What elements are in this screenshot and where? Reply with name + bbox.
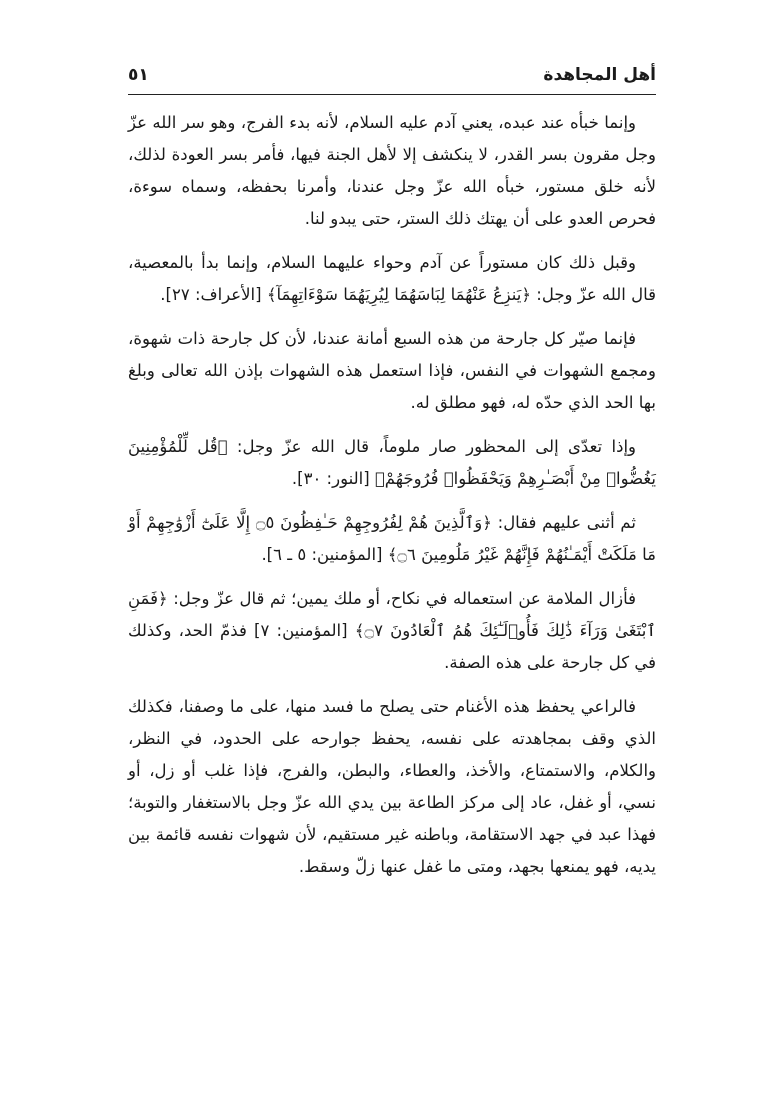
page-header [128, 62, 656, 92]
paragraph: وقبل ذلك كان مستوراً عن آدم وحواء عليهما السلام، وإنما بدأ بالمعصية، قال الله عزّ وجل: ﴿يَنزِعُ عَنْهُمَا لِبَاسَهُمَا لِيُرِيَهُمَا سَوْءَاتِهِمَآ﴾ [الأعراف: ٢٧]. [128, 253, 656, 304]
paragraph: وإنما خبأه عند عبده، يعني آدم عليه السلام، لأنه بدء الفرج، وهو سر الله عزّ وجل مقرون بسر القدر، لا ينكشف إلا لأهل الجنة فيها، فأمر بسر العودة لذلك، لأنه خلق مستور، خبأه الله عزّ وجل عندنا، وأمرنا بحفظه، وسماه سوءة، فحرص العدو على أن يهتك ذلك الستر، حتى يبدو لنا. [128, 113, 656, 228]
paragraph: فالراعي يحفظ هذه الأغنام حتى يصلح ما فسد منها، على ما وصفنا، فكذلك الذي وقف بمجاهدته على نفسه، يحفظ جوارحه على الحدود، في النظر، والكلام، والاستمتاع، والأخذ، والعطاء، والبطن، والفرج، فإذا غلب أو زل، أو نسي، أو غفل، عاد إلى مركز الطاعة بين يدي الله عزّ وجل بالاستغفار والتوبة؛ فهذا عبد في جهد الاستقامة، وباطنه غير مستقيم، لأن شهوات نفسه قائمة بين يديه، فهو يمنعها بجهد، ومتى ما غفل عنها زلّ وسقط. [128, 697, 656, 876]
paragraph: فإنما صيّر كل جارحة من هذه السبع أمانة عندنا، لأن كل جارحة ذات شهوة، ومجمع الشهوات في النفس، فإذا استعمل هذه الشهوات بإذن الله تعالى وبلغ بها الحد الذي حدّه له، فهو مطلق له. [128, 329, 656, 412]
page-body [128, 107, 656, 883]
page-number: ٥١ [128, 65, 149, 85]
running-head-title: أهل المجاهدة [543, 65, 656, 85]
paragraph: وإذا تعدّى إلى المحظور صار ملوماً، قال الله عزّ وجل: ﴿قُل لِّلْمُؤْمِنِينَ يَغُضُّوا۟ مِنْ أَبْصَـٰرِهِمْ وَيَحْفَظُوا۟ فُرُوجَهُمْ﴾ [النور: ٣٠]. [128, 437, 656, 488]
header-divider [128, 94, 656, 95]
paragraph: فأزال الملامة عن استعماله في نكاح، أو ملك يمين؛ ثم قال عزّ وجل: ﴿فَمَنِ ٱبْتَغَىٰ وَرَآءَ ذَٰلِكَ فَأُو۟لَـٰٓئِكَ هُمُ ٱلْعَادُونَ ۝٧﴾ [المؤمنين: ٧] فذمّ الحد، وكذلك في كل جارحة على هذه الصفة. [128, 589, 656, 672]
paragraph: ثم أثنى عليهم فقال: ﴿وَٱلَّذِينَ هُمْ لِفُرُوجِهِمْ حَـٰفِظُونَ ۝٥ إِلَّا عَلَىٰٓ أَزْوَٰجِهِمْ أَوْ مَا مَلَكَتْ أَيْمَـٰنُهُمْ فَإِنَّهُمْ غَيْرُ مَلُومِينَ ۝٦﴾ [المؤمنين: ٥ ـ ٦]. [128, 513, 656, 564]
